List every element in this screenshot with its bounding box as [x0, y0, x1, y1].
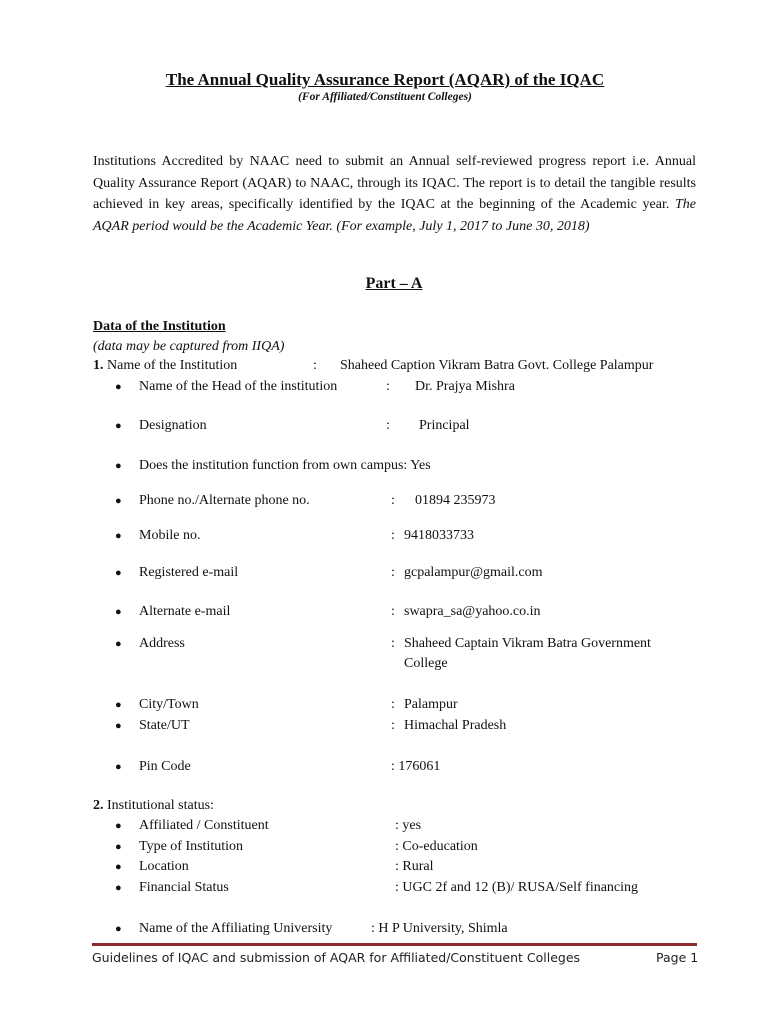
intro-text: Institutions Accredited by NAAC need to submit an Annual self-reviewed progress report i.e. Annual Quality Assurance Report (AQAR) to NAAC, through its IQAC. The report is to detail the tangible results achieved in key areas, specifically identified by the IQAC at the beginning of the Academic year.: [93, 154, 696, 213]
affiliated-value: : yes: [395, 818, 422, 833]
bullet-icon: ●: [115, 381, 122, 393]
phone-value: 01894 235973: [415, 493, 496, 508]
phone-separator: :: [391, 493, 395, 508]
document-subtitle: (For Affiliated/Constituent Colleges): [298, 91, 472, 103]
city-label: City/Town: [139, 697, 199, 712]
bullet-icon: ●: [115, 882, 122, 894]
phone-label: Phone no./Alternate phone no.: [139, 493, 310, 508]
city-value: Palampur: [404, 697, 458, 712]
bullet-icon: ●: [115, 606, 122, 618]
q1-row: [93, 358, 237, 374]
q2-heading: Institutional status:: [107, 798, 214, 813]
bullet-icon: ●: [115, 699, 122, 711]
email-separator: :: [391, 565, 395, 580]
q1-separator: :: [313, 358, 317, 373]
designation-separator: :: [386, 418, 390, 433]
data-of-institution-heading: Data of the Institution: [93, 319, 226, 334]
address-separator: :: [391, 636, 395, 651]
footer-divider: [92, 943, 697, 946]
address-value-line2: College: [404, 656, 448, 671]
mobile-value: 9418033733: [404, 528, 474, 543]
bullet-icon: ●: [115, 761, 122, 773]
q2-row: [93, 798, 214, 814]
part-a-heading: Part – A: [365, 275, 423, 292]
campus-label: Does the institution function from own campus: Yes: [139, 458, 431, 473]
head-label: Name of the Head of the institution: [139, 379, 338, 394]
pin-value: : 176061: [391, 759, 441, 774]
q1-label: Name of the Institution: [107, 358, 238, 373]
affiliated-label: Affiliated / Constituent: [139, 818, 269, 833]
data-capture-note: (data may be captured from IIQA): [93, 339, 285, 354]
bullet-icon: ●: [115, 820, 122, 832]
address-value-line1: Shaheed Captain Vikram Batra Government: [404, 636, 651, 651]
state-separator: :: [391, 718, 395, 733]
alt-email-separator: :: [391, 604, 395, 619]
bullet-icon: ●: [115, 495, 122, 507]
bullet-icon: ●: [115, 638, 122, 650]
address-label: Address: [139, 636, 185, 651]
type-value: : Co-education: [395, 839, 478, 854]
document-title: The Annual Quality Assurance Report (AQAR) of the IQAC: [165, 70, 605, 89]
email-label: Registered e-mail: [139, 565, 239, 580]
university-label: Name of the Affiliating University: [139, 921, 333, 936]
state-value: Himachal Pradesh: [404, 718, 507, 733]
q2-number: 2.: [93, 798, 104, 813]
university-value: : H P University, Shimla: [371, 921, 508, 936]
designation-label: Designation: [139, 418, 207, 433]
mobile-separator: :: [391, 528, 395, 543]
footer-guidelines: Guidelines of IQAC and submission of AQAR for Affiliated/Constituent Colleges: [92, 950, 581, 965]
page-number: Page 1: [656, 950, 699, 965]
state-label: State/UT: [139, 718, 190, 733]
financial-label: Financial Status: [139, 880, 229, 895]
intro-italic-text: The AQAR period would be the Academic Year. (For example, July 1, 2017 to June 30, 2018): [93, 197, 696, 234]
bullet-icon: ●: [115, 530, 122, 542]
city-separator: :: [391, 697, 395, 712]
mobile-label: Mobile no.: [139, 528, 201, 543]
bullet-icon: ●: [115, 923, 122, 935]
alt-email-label: Alternate e-mail: [139, 604, 231, 619]
bullet-icon: ●: [115, 460, 122, 472]
bullet-icon: ●: [115, 841, 122, 853]
head-value: Dr. Prajya Mishra: [415, 379, 515, 394]
location-value: : Rural: [395, 859, 434, 874]
designation-value: Principal: [419, 418, 470, 433]
bullet-icon: ●: [115, 567, 122, 579]
bullet-icon: ●: [115, 861, 122, 873]
type-label: Type of Institution: [139, 839, 244, 854]
email-value: gcpalampur@gmail.com: [404, 565, 543, 580]
alt-email-value: swapra_sa@yahoo.co.in: [404, 604, 541, 619]
q1-value: Shaheed Caption Vikram Batra Govt. College Palampur: [340, 358, 654, 373]
bullet-icon: ●: [115, 420, 122, 432]
financial-value: : UGC 2f and 12 (B)/ RUSA/Self financing: [395, 880, 639, 895]
bullet-icon: ●: [115, 720, 122, 732]
location-label: Location: [139, 859, 189, 874]
head-separator: :: [386, 379, 390, 394]
pin-label: Pin Code: [139, 759, 191, 774]
q1-number: 1.: [93, 358, 104, 373]
intro-paragraph: [93, 151, 696, 237]
